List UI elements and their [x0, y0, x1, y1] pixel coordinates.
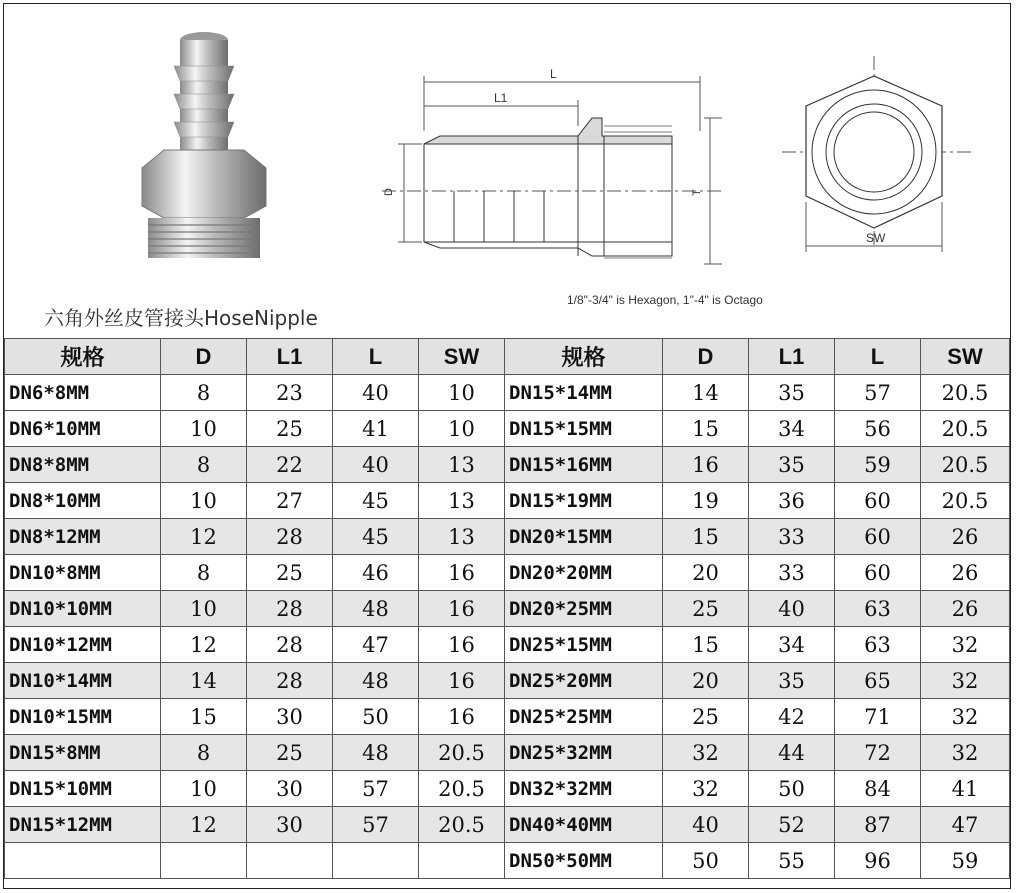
table-row [5, 843, 1010, 879]
model-cell [5, 843, 161, 879]
table-header-row [5, 339, 1010, 375]
value-cell [161, 843, 247, 879]
value-cell: 56 [835, 411, 921, 447]
table-row [5, 519, 1010, 555]
value-cell: 16 [419, 591, 505, 627]
value-cell: 15 [663, 627, 749, 663]
table-row [5, 483, 1010, 519]
value-cell: 47 [333, 627, 419, 663]
value-cell: 72 [835, 735, 921, 771]
model-cell: DN8*8MM [5, 447, 161, 483]
column-header: L1 [247, 339, 333, 375]
model-cell: DN6*8MM [5, 375, 161, 411]
value-cell: 52 [749, 807, 835, 843]
value-cell: 41 [921, 771, 1010, 807]
value-cell: 35 [749, 663, 835, 699]
column-header: 规格 [5, 339, 161, 375]
value-cell: 14 [663, 375, 749, 411]
value-cell [247, 843, 333, 879]
value-cell: 50 [663, 843, 749, 879]
value-cell: 10 [161, 771, 247, 807]
model-cell: DN10*15MM [5, 699, 161, 735]
value-cell: 36 [749, 483, 835, 519]
value-cell: 47 [921, 807, 1010, 843]
model-cell: DN10*8MM [5, 555, 161, 591]
table-row [5, 375, 1010, 411]
value-cell: 28 [247, 663, 333, 699]
model-cell: DN15*19MM [505, 483, 663, 519]
value-cell: 32 [663, 735, 749, 771]
value-cell: 60 [835, 519, 921, 555]
model-cell: DN15*10MM [5, 771, 161, 807]
value-cell: 13 [419, 519, 505, 555]
value-cell: 30 [247, 771, 333, 807]
table-row [5, 735, 1010, 771]
column-header: D [663, 339, 749, 375]
value-cell: 25 [663, 591, 749, 627]
value-cell: 10 [419, 411, 505, 447]
value-cell: 26 [921, 555, 1010, 591]
spec-table [4, 338, 1010, 879]
value-cell: 57 [333, 807, 419, 843]
table-row [5, 411, 1010, 447]
table-row [5, 555, 1010, 591]
value-cell: 26 [921, 519, 1010, 555]
value-cell: 28 [247, 591, 333, 627]
side-view-drawing [382, 56, 722, 266]
value-cell: 40 [333, 447, 419, 483]
value-cell: 87 [835, 807, 921, 843]
value-cell: 14 [161, 663, 247, 699]
dim-SW: SW [866, 231, 886, 245]
value-cell: 16 [419, 627, 505, 663]
value-cell: 32 [663, 771, 749, 807]
value-cell: 28 [247, 519, 333, 555]
product-caption: 六角外丝皮管接头HoseNipple [44, 306, 318, 330]
value-cell: 20.5 [921, 411, 1010, 447]
value-cell: 12 [161, 519, 247, 555]
model-cell: DN15*15MM [505, 411, 663, 447]
model-cell: DN40*40MM [505, 807, 663, 843]
value-cell: 48 [333, 735, 419, 771]
value-cell: 40 [333, 375, 419, 411]
value-cell: 57 [835, 375, 921, 411]
value-cell: 8 [161, 555, 247, 591]
model-cell: DN15*8MM [5, 735, 161, 771]
value-cell: 15 [663, 411, 749, 447]
table-row [5, 771, 1010, 807]
value-cell: 30 [247, 699, 333, 735]
value-cell: 16 [419, 555, 505, 591]
value-cell: 42 [749, 699, 835, 735]
value-cell: 60 [835, 483, 921, 519]
value-cell: 30 [247, 807, 333, 843]
value-cell: 20.5 [419, 807, 505, 843]
column-header: L1 [749, 339, 835, 375]
value-cell: 20.5 [419, 735, 505, 771]
value-cell: 45 [333, 483, 419, 519]
model-cell: DN10*12MM [5, 627, 161, 663]
model-cell: DN50*50MM [505, 843, 663, 879]
table-row [5, 699, 1010, 735]
value-cell: 50 [333, 699, 419, 735]
value-cell: 63 [835, 591, 921, 627]
value-cell: 28 [247, 627, 333, 663]
value-cell: 20.5 [921, 375, 1010, 411]
model-cell: DN25*15MM [505, 627, 663, 663]
table-row [5, 663, 1010, 699]
value-cell: 84 [835, 771, 921, 807]
column-header: SW [419, 339, 505, 375]
value-cell: 20.5 [921, 483, 1010, 519]
value-cell: 48 [333, 663, 419, 699]
table-row [5, 807, 1010, 843]
value-cell: 50 [749, 771, 835, 807]
column-header: SW [921, 339, 1010, 375]
value-cell: 33 [749, 519, 835, 555]
value-cell: 40 [749, 591, 835, 627]
column-header: D [161, 339, 247, 375]
value-cell: 32 [921, 699, 1010, 735]
model-cell: DN15*16MM [505, 447, 663, 483]
value-cell: 48 [333, 591, 419, 627]
value-cell: 16 [663, 447, 749, 483]
column-header: L [333, 339, 419, 375]
dim-D: D [383, 188, 395, 196]
value-cell: 44 [749, 735, 835, 771]
dim-T: T [691, 189, 703, 196]
table-row [5, 447, 1010, 483]
shape-note: 1/8"-3/4" is Hexagon, 1"-4" is Octago [567, 293, 763, 307]
value-cell: 55 [749, 843, 835, 879]
header-panel [4, 4, 1010, 338]
value-cell: 25 [247, 555, 333, 591]
model-cell: DN25*32MM [505, 735, 663, 771]
value-cell [333, 843, 419, 879]
value-cell: 32 [921, 735, 1010, 771]
value-cell: 20.5 [419, 771, 505, 807]
value-cell: 20 [663, 663, 749, 699]
value-cell: 16 [419, 663, 505, 699]
value-cell: 8 [161, 735, 247, 771]
value-cell: 34 [749, 411, 835, 447]
value-cell: 12 [161, 627, 247, 663]
value-cell: 45 [333, 519, 419, 555]
model-cell: DN25*25MM [505, 699, 663, 735]
value-cell: 19 [663, 483, 749, 519]
value-cell: 8 [161, 447, 247, 483]
value-cell: 35 [749, 375, 835, 411]
value-cell: 33 [749, 555, 835, 591]
model-cell: DN20*25MM [505, 591, 663, 627]
value-cell: 57 [333, 771, 419, 807]
value-cell: 32 [921, 627, 1010, 663]
value-cell: 22 [247, 447, 333, 483]
value-cell: 10 [161, 411, 247, 447]
value-cell: 65 [835, 663, 921, 699]
model-cell: DN8*10MM [5, 483, 161, 519]
model-cell: DN15*14MM [505, 375, 663, 411]
column-header: 规格 [505, 339, 663, 375]
value-cell: 20 [663, 555, 749, 591]
dim-L1: L1 [494, 91, 508, 105]
value-cell: 25 [663, 699, 749, 735]
model-cell: DN10*14MM [5, 663, 161, 699]
value-cell: 23 [247, 375, 333, 411]
value-cell: 10 [419, 375, 505, 411]
value-cell: 63 [835, 627, 921, 663]
model-cell: DN20*20MM [505, 555, 663, 591]
hose-nipple-photo [124, 26, 284, 266]
value-cell: 15 [663, 519, 749, 555]
value-cell: 35 [749, 447, 835, 483]
value-cell: 26 [921, 591, 1010, 627]
model-cell: DN8*12MM [5, 519, 161, 555]
value-cell: 20.5 [921, 447, 1010, 483]
value-cell: 16 [419, 699, 505, 735]
model-cell: DN15*12MM [5, 807, 161, 843]
value-cell: 10 [161, 483, 247, 519]
value-cell: 32 [921, 663, 1010, 699]
table-row [5, 591, 1010, 627]
value-cell: 25 [247, 735, 333, 771]
value-cell: 8 [161, 375, 247, 411]
value-cell: 15 [161, 699, 247, 735]
table-row [5, 627, 1010, 663]
model-cell: DN6*10MM [5, 411, 161, 447]
value-cell: 34 [749, 627, 835, 663]
model-cell: DN32*32MM [505, 771, 663, 807]
value-cell: 13 [419, 483, 505, 519]
dim-L: L [550, 67, 557, 81]
value-cell: 59 [835, 447, 921, 483]
value-cell: 71 [835, 699, 921, 735]
spec-sheet [3, 3, 1011, 889]
end-view-drawing [782, 56, 972, 266]
model-cell: DN25*20MM [505, 663, 663, 699]
model-cell: DN20*15MM [505, 519, 663, 555]
value-cell: 46 [333, 555, 419, 591]
column-header: L [835, 339, 921, 375]
value-cell: 13 [419, 447, 505, 483]
value-cell [419, 843, 505, 879]
value-cell: 41 [333, 411, 419, 447]
value-cell: 10 [161, 591, 247, 627]
value-cell: 40 [663, 807, 749, 843]
value-cell: 12 [161, 807, 247, 843]
model-cell: DN10*10MM [5, 591, 161, 627]
value-cell: 59 [921, 843, 1010, 879]
value-cell: 25 [247, 411, 333, 447]
value-cell: 60 [835, 555, 921, 591]
value-cell: 96 [835, 843, 921, 879]
value-cell: 27 [247, 483, 333, 519]
